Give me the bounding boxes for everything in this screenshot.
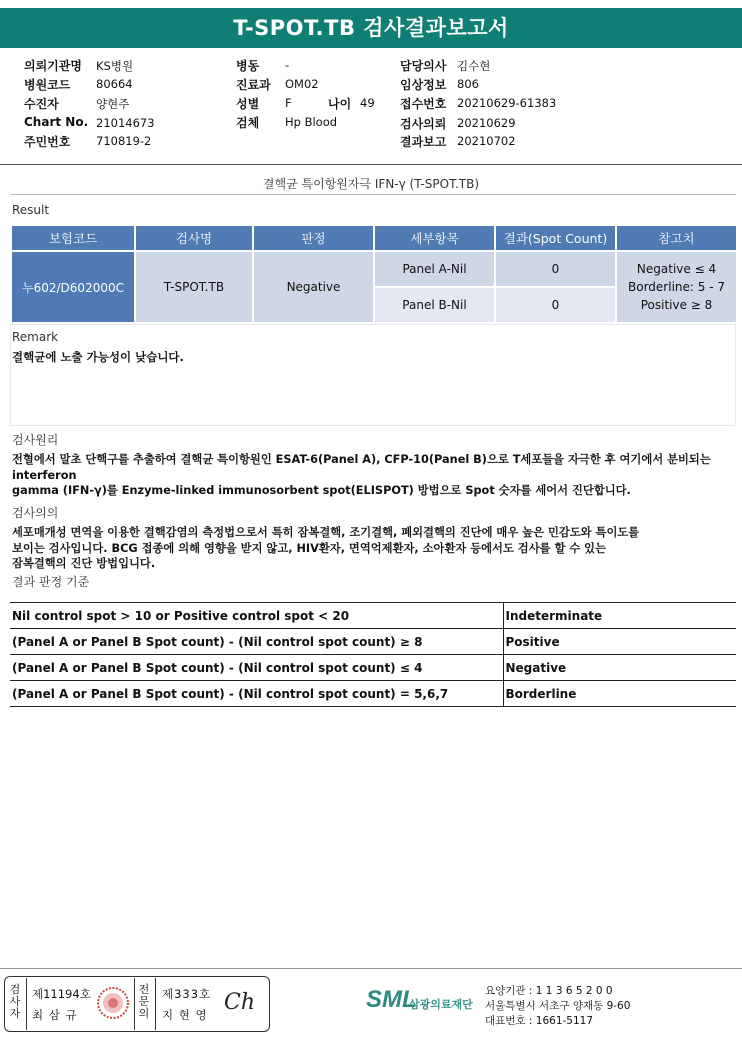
value-department: OM02 — [285, 77, 319, 91]
reference-positive: Positive ≥ 8 — [640, 298, 713, 312]
examiner-number: 제11194호 — [32, 987, 91, 1001]
examiner-label: 검사자 — [9, 983, 21, 1020]
label-age: 나이 — [328, 97, 352, 111]
reference-borderline: Borderline: 5 - 7 — [628, 280, 725, 294]
label-request-date: 검사의뢰 — [400, 117, 447, 131]
signature-mark: Ch — [224, 990, 256, 1015]
criteria-condition: (Panel A or Panel B Spot count) - (Nil control spot count) ≤ 4 — [10, 655, 503, 681]
cell-panel-b-count: 0 — [495, 287, 616, 323]
cell-judgement: Negative — [253, 251, 374, 323]
table-row — [11, 251, 737, 287]
significance-line: 보이는 검사입니다. BCG 접종에 의해 영향을 받지 않고, HIV환자, 면역억제환자, 소아환자 등에서도 검사를 할 수 있는 — [12, 541, 606, 555]
cell-panel-a-count: 0 — [495, 251, 616, 287]
principle-heading: 검사원리 — [12, 433, 59, 447]
seal-stamp-icon — [96, 986, 130, 1020]
label-specimen: 검체 — [236, 116, 260, 130]
value-patient: 양현주 — [96, 97, 130, 111]
result-heading: Result — [12, 203, 50, 217]
org-info — [485, 984, 630, 1029]
value-clinical-info: 806 — [457, 77, 479, 91]
signature-divider — [26, 978, 27, 1030]
value-ward: - — [285, 58, 290, 72]
header-divider — [0, 164, 742, 165]
header-test-name: 검사명 — [135, 225, 253, 251]
label-id-number: 주민번호 — [24, 135, 71, 149]
criteria-result: Indeterminate — [503, 603, 736, 629]
principle-line: interferon — [12, 468, 77, 482]
value-receipt-no: 20210629-61383 — [457, 96, 557, 110]
label-doctor: 담당의사 — [400, 59, 447, 73]
criteria-result: Borderline — [503, 681, 736, 707]
header-reference: 참고치 — [616, 225, 737, 251]
remark-box — [10, 324, 736, 426]
specialist-label: 전문의 — [138, 983, 150, 1020]
value-age: 49 — [360, 96, 375, 110]
value-chart-no: 21014673 — [96, 116, 155, 130]
signature-divider — [134, 978, 135, 1030]
value-request-date: 20210629 — [457, 116, 516, 130]
reference-negative: Negative ≤ 4 — [636, 262, 717, 276]
org-info-line: 대표번호 : 1661-5117 — [485, 1015, 594, 1027]
remark-text: 결핵균에 노출 가능성이 낮습니다. — [12, 350, 184, 364]
significance-line: 세포매개성 면역을 이용한 결핵감염의 측정법으로서 특히 잠복결핵, 조기결핵, 폐외결핵의 진단에 매우 높은 민감도와 특이도를 — [12, 526, 640, 539]
value-specimen: Hp Blood — [285, 115, 338, 129]
table-row — [10, 655, 736, 681]
header-judgement: 판정 — [253, 225, 374, 251]
criteria-condition: Nil control spot > 10 or Positive control spot < 20 — [10, 603, 503, 629]
remark-heading: Remark — [12, 330, 59, 344]
label-hospital-code: 병원코드 — [24, 78, 71, 92]
header-spot-count: 결과(Spot Count) — [495, 225, 616, 251]
criteria-condition: (Panel A or Panel B Spot count) - (Nil control spot count) ≥ 8 — [10, 629, 503, 655]
label-clinical-info: 임상정보 — [400, 78, 447, 92]
principle-text — [12, 452, 740, 499]
criteria-condition: (Panel A or Panel B Spot count) - (Nil control spot count) = 5,6,7 — [10, 681, 503, 707]
org-info-line: 서울특별시 서초구 양재동 9-60 — [485, 1000, 631, 1012]
result-table — [10, 224, 738, 324]
report-title: T-SPOT.TB 검사결과보고서 — [0, 8, 742, 48]
criteria-result: Positive — [503, 629, 736, 655]
cell-panel-a: Panel A-Nil — [374, 251, 495, 287]
value-doctor: 김수현 — [457, 59, 491, 73]
label-sex: 성별 — [236, 97, 260, 111]
label-ward: 병동 — [236, 59, 260, 73]
label-department: 진료과 — [236, 78, 271, 92]
criteria-heading: 결과 판정 기준 — [12, 575, 90, 589]
principle-line: gamma (IFN-γ)를 Enzyme-linked immunosorbent spot(ELISPOT) 방법으로 Spot 숫자를 세어서 진단합니다. — [12, 484, 631, 497]
value-id-number: 710819-2 — [96, 134, 152, 148]
header-detail-item: 세부항목 — [374, 225, 495, 251]
criteria-table — [10, 602, 736, 707]
criteria-result: Negative — [503, 655, 736, 681]
table-row — [10, 603, 736, 629]
org-info-line: 요양기관 : 1 1 3 6 5 2 0 0 — [485, 985, 613, 997]
significance-line: 잠복결핵의 진단 방법입니다. — [12, 557, 156, 570]
cell-reference — [616, 251, 737, 323]
significance-heading: 검사의의 — [12, 506, 59, 520]
label-patient: 수진자 — [24, 97, 59, 111]
cell-insurance-code: 누602/D602000C — [11, 251, 135, 323]
value-hospital-code: 80664 — [96, 77, 133, 91]
section-divider — [10, 194, 736, 195]
principle-line: 전혈에서 말초 단핵구를 추출하여 결핵균 특이항원인 ESAT-6(Panel A), CFP-10(Panel B)으로 T세포들을 자극한 후 여기에서 분비되는 — [12, 453, 711, 466]
value-institution: KS병원 — [96, 59, 134, 73]
value-report-date: 20210702 — [457, 134, 516, 148]
significance-text — [12, 525, 740, 572]
footer-divider — [0, 968, 742, 969]
table-row — [10, 681, 736, 707]
cell-test-name: T-SPOT.TB — [135, 251, 253, 323]
sml-logo: SML — [366, 986, 417, 1013]
org-name: 삼광의료재단 — [409, 998, 473, 1011]
table-row — [10, 629, 736, 655]
label-report-date: 결과보고 — [400, 135, 447, 149]
result-header-row — [11, 225, 737, 251]
label-institution: 의뢰기관명 — [24, 59, 82, 73]
section-title: 결핵균 특이항원자극 IFN-γ (T-SPOT.TB) — [262, 177, 480, 191]
label-chart-no: Chart No. — [24, 115, 89, 129]
specialist-number: 제333호 — [162, 987, 212, 1001]
signature-divider — [155, 978, 156, 1030]
examiner-name: 최 삼 규 — [32, 1008, 78, 1022]
value-sex: F — [285, 96, 292, 110]
label-receipt-no: 접수번호 — [400, 97, 447, 111]
cell-panel-b: Panel B-Nil — [374, 287, 495, 323]
header-insurance-code: 보험코드 — [11, 225, 135, 251]
specialist-name: 지 현 영 — [162, 1008, 208, 1022]
